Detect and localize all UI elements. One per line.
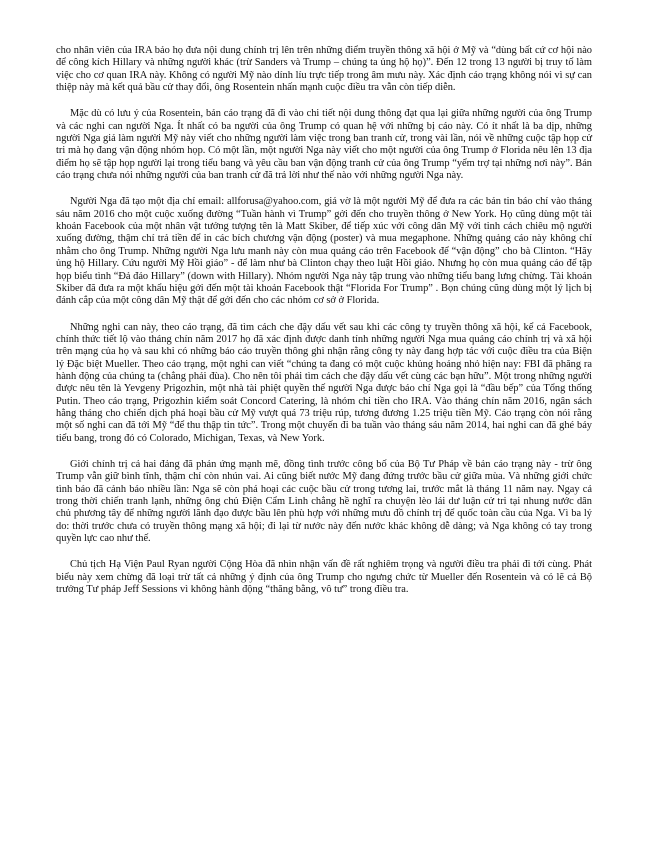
paragraph-3: Người Nga đã tạo một địa chỉ email: allforusa@yahoo.com, giả vờ là một người Mỹ để đưa ra các bản tin báo chí vào tháng sáu năm 2016 cho một cuộc xuống đường “Tuần hành vì Trump” gởi đến cho truyền thông ở New York. Họ cũng dùng một tài khoản Facebook của một nhân vật tưởng tượng tên là Matt Skiber, để tiếp xúc với công dân Mỹ với tinh cách chiêu mộ người xuống đường, thậm chí trả tiền để in các bích chương vận động (poster) và mua megaphone. Những quảng cáo này không chỉ nhằm cho ông Trump. Những người Nga lưu manh này còn mua quảng cáo trên Facebook để “vận động” cho bà Clinton. “Hãy ủng hộ Hillary. Cứu người Mỹ Hồi giáo” - để làm như bà Clinton chạy theo luật Hồi giáo. Nhưng họ còn mua quảng cáo để tập họp biểu tình “Đả đảo Hillary” (down with Hillary). Nhóm người Nga này tập trung vào những tiểu bang lưng chừng. Tài khoản Skiber đã đưa ra một khẩu hiệu gởi đến một tài khoản Facebook thật “Florida For Trump” . Bọn chúng cũng dùng một lý lịch bị đánh cắp của một công dân Mỹ thật để gởi đến cho các nhóm cơ sở ở Florida.	[56, 196, 592, 307]
paragraph-4: Những nghi can này, theo cáo trạng, đã tìm cách che đậy dấu vết sau khi các công ty truyền thông xã hội, kể cả Facebook, chính thức tiết lộ vào tháng chín năm 2017 họ đã xác định được danh tính những người Nga mua quảng cáo chính trị và xã hội trên mạng của họ và sau khi có những báo cáo truyền thông ghi nhận rằng công ty này đang hợp tác với cuộc điều tra của Biện lý Đặc biệt Mueller. Theo cáo trạng, một nghi can viết “chúng ta đang có một cuộc khủng hoảng nhỏ hiện nay: FBI đã phăng ra hành động của chúng ta (chẳng phải đùa). Cho nên tôi phải tìm cách che đậy dấu vết cùng các bạn hữu”. Một trong những người được nêu tên là Yevgeny Prigozhin, một nhà tài phiệt quyền thế người Nga được báo chí Nga gọi là “đầu bếp” của Tổng thống Putin. Theo cáo trạng, Prigozhin kiểm soát Concord Catering, là nhóm chi tiền cho IRA. Vào tháng chín năm 2016, ngân sách hằng tháng cho chiến dịch phá hoại bầu cử Mỹ vượt quá 73 triệu rúp, tương đương 1.25 triệu tiền Mỹ. Cáo trạng còn nói rằng một số nghi can đã tới Mỹ “để thu thập tin tức”. Trong một chuyến đi ba tuần vào tháng sáu năm 2014, hai nghi can đã ghé bảy tiểu bang, trong đó có Colorado, Michigan, Texas, và New York.	[56, 321, 592, 444]
paragraph-6: Chủ tịch Hạ Viện Paul Ryan người Cộng Hòa đã nhìn nhận vấn đề rất nghiêm trọng và người điều tra phải đi tới cùng. Phát biểu này xem chừng đã loại trừ tất cả những ý định của ông Trump cho ngưng chức từ Mueller đến Rosentein và có lẽ cả Bộ trưởng Tư pháp Jeff Sessions vì không hành động “thăng bằng, vô tư” trong điều tra.	[56, 559, 592, 596]
paragraph-5: Giới chính trị cả hai đảng đã phản ứng mạnh mẽ, đồng tình trước công bố của Bộ Tư Pháp về bản cáo trạng này - trừ ông Trump vẫn giữ bình tĩnh, thậm chí còn nhún vai. Ai cũng biết nước Mỹ đang đứng trước bầu cử giữa mùa. Và những giới chức tình báo đã cảnh báo nhiều lần: Nga sẽ còn phá hoại các cuộc bầu cử trong tương lai, trước mắt là tháng 11 năm nay. Ngay cả trong thời chiến tranh lạnh, những ông chủ Điện Cẩm Linh chẳng hề nghĩ ra chuyện lèo lái dư luận cử tri tại nhung nước dân chủ phương tây để những người lãnh đạo được bầu lên phù hợp với những mưu đồ chính trị để quốc toàn cầu của Nga. Vì ba lý do: thời trước chưa có truyền thông mạng xã hội; đi lại từ nước này đến nước khác không dễ dàng; và Nga không có tay trong quyền lực cao như thế.	[56, 458, 592, 545]
paragraph-1: cho nhân viên của IRA bảo họ đưa nội dung chính trị lên trên những điểm truyền thông xã hội ở Mỹ và “dùng bất cứ cơ hội nào để công kích Hillary và những người khác (trừ Sanders và Trump – chúng ta ủng hộ họ)”. Đến 12 trong 13 người bị truy tố làm việc cho cơ quan IRA này. Không có người Mỹ nào dính líu trực tiếp trong âm mưu này. Xác định cáo trạng không nói vì sự can thiệp này mà kết quả bầu cử thay đổi, ông Rosentein nhấn mạnh cuộc điều tra vẫn còn tiếp diễn.	[56, 45, 592, 94]
paragraph-2: Mặc dù có lưu ý của Rosentein, bản cáo trạng đã đi vào chi tiết nội dung thông đạt qua lại giữa những người của ông Trump và các nghi can người Nga. Ít nhất có ba người của ông Trump có quan hệ với những bị cáo này. Có ít nhất là ba dịp, những người Nga giả làm người Mỹ này viết cho những người làm việc trong ban tranh cử, trong vài lần, nói về những cuộc tập họp cử tri mà họ đang vận động nhóm họp. Có một lần, một người Nga này viết cho một người của ông Trump ở Florida nêu lên 13 địa điểm họ sẽ tập họp người lại trong tiểu bang và yêu cầu ban vận động tranh cử của ông Trump “yểm trợ tại những nơi này”. Bản cáo trạng chưa nói những người của ban tranh cử đã trả lời như thế nào với những người Nga này.	[56, 108, 592, 182]
